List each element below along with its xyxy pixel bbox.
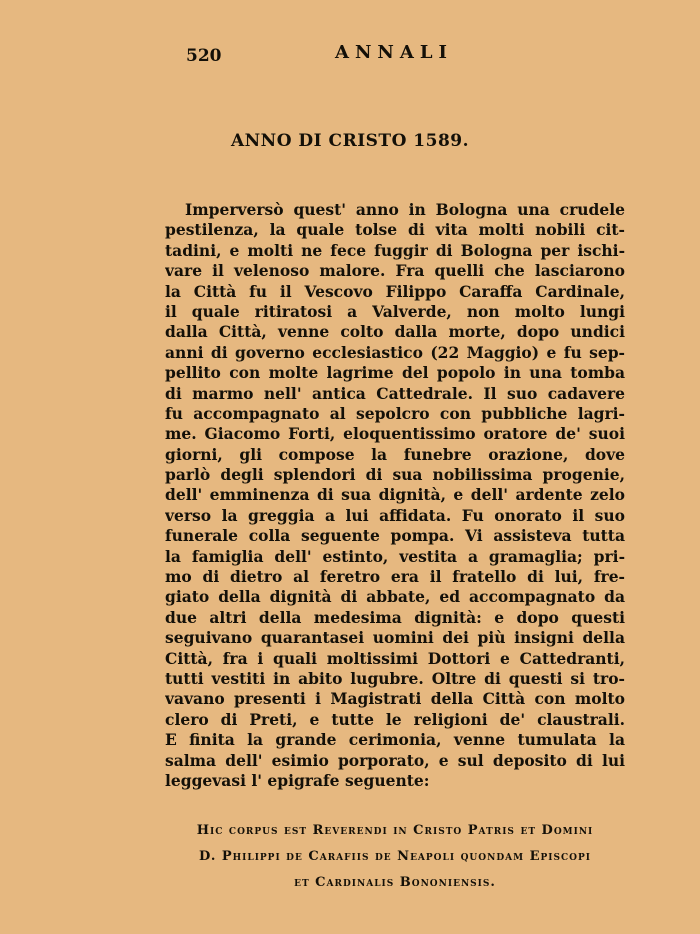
body-line: Imperversò quest' anno in Bologna una crudele [185, 200, 625, 219]
body-paragraph [165, 200, 625, 791]
body-line: salma dell' esimio porporato, e sul deposito di lui [165, 750, 625, 770]
body-line: due altri della medesima dignità: e dopo questi [165, 607, 625, 627]
body-line: pestilenza, la quale tolse di vita molti nobili cit- [165, 220, 625, 240]
body-line: vare il velenoso malore. Fra quelli che lasciarono [165, 261, 625, 281]
body-line: vavano presenti i Magistrati della Città con molto [165, 689, 625, 709]
body-line: verso la greggia a lui affidata. Fu onorato il suo [165, 505, 625, 525]
body-line: clero di Preti, e tutte le religioni de' claustrali. [165, 709, 625, 729]
section-title: ANNO DI CRISTO 1589. [230, 131, 470, 151]
body-line: dalla Città, venne colto dalla morte, dopo undici [165, 322, 625, 342]
epigraph-line: et Cardinalis Bononiensis. [294, 875, 496, 890]
body-line: di marmo nell' antica Cattedrale. Il suo cadavere [165, 383, 625, 403]
body-line: mo di dietro al feretro era il fratello di lui, fre- [165, 567, 625, 587]
body-line: me. Giacomo Forti, eloquentissimo oratore de' suoi [165, 424, 625, 444]
body-line: la Città fu il Vescovo Filippo Caraffa Cardinale, [165, 281, 625, 301]
body-line: giato della dignità di abbate, ed accompagnato da [165, 587, 625, 607]
epigraph-line: D. Philippi de Carafiis de Neapoli quondam Episcopi [199, 849, 591, 864]
body-line: leggevasi l' epigrafe seguente: [165, 770, 430, 790]
body-line: il quale ritiratosi a Valverde, non molto lungi [165, 301, 625, 321]
body-line: la famiglia dell' estinto, vestita a gramaglia; pri- [165, 546, 625, 566]
body-line: fu accompagnato al sepolcro con pubbliche lagri- [165, 403, 625, 423]
page-header [0, 40, 700, 70]
body-line: dell' emminenza di sua dignità, e dell' ardente zelo [165, 485, 625, 505]
running-head: ANNALI [335, 42, 453, 63]
body-line: Città, fra i quali moltissimi Dottori e Cattedranti, [165, 648, 625, 668]
body-line: E finita la grande cerimonia, venne tumulata la [165, 730, 625, 750]
body-line: parlò degli splendori di sua nobilissima progenie, [165, 465, 625, 485]
body-line: anni di governo ecclesiastico (22 Maggio) e fu sep- [165, 342, 625, 362]
body-line: seguivano quarantasei uomini dei più insigni della [165, 628, 625, 648]
body-line: funerale colla seguente pompa. Vi assisteva tutta [165, 526, 625, 546]
epigraph-line: Hic corpus est Reverendi in Cristo Patris et Domini [196, 823, 594, 838]
body-line: tutti vestiti in abito lugubre. Oltre di questi si tro- [165, 668, 625, 688]
page-number: 520 [186, 46, 222, 66]
body-line: giorni, gli compose la funebre orazione, dove [165, 444, 625, 464]
body-line: tadini, e molti ne fece fuggir di Bologna per ischi- [165, 240, 625, 260]
epigraph [150, 818, 640, 896]
body-line: pellito con molte lagrime del popolo in una tomba [165, 363, 625, 383]
